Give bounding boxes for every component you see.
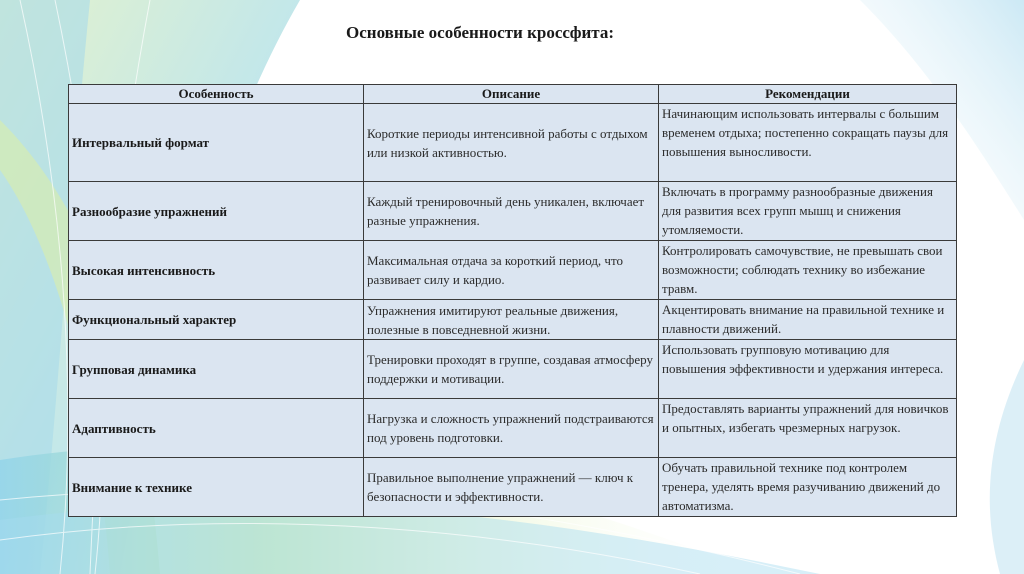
- feature-cell: Адаптивность: [69, 399, 364, 458]
- header-feature: Особенность: [69, 85, 364, 104]
- recommendation-cell: Начинающим использовать интервалы с большим временем отдыха; постепенно сокращать паузы для повышения выносливости.: [659, 104, 957, 182]
- slide-title: Основные особенности кроссфита:: [346, 23, 614, 42]
- recommendation-cell: Акцентировать внимание на правильной технике и плавности движений.: [659, 300, 957, 340]
- table-row: [69, 241, 957, 300]
- table-row: [69, 399, 957, 458]
- table-row: [69, 340, 957, 399]
- table-row: [69, 458, 957, 517]
- recommendation-cell: Контролировать самочувствие, не превышать свои возможности; соблюдать технику во избежание травм.: [659, 241, 957, 300]
- recommendation-cell: Включать в программу разнообразные движения для развития всех групп мышц и снижения утомляемости.: [659, 182, 957, 241]
- table-header-row: [69, 85, 957, 104]
- description-cell: Правильное выполнение упражнений — ключ к безопасности и эффективности.: [364, 458, 659, 517]
- table-row: [69, 104, 957, 182]
- feature-cell: Интервальный формат: [69, 104, 364, 182]
- header-recommendations: Рекомендации: [659, 85, 957, 104]
- description-cell: Короткие периоды интенсивной работы с отдыхом или низкой активностью.: [364, 104, 659, 182]
- description-cell: Упражнения имитируют реальные движения, полезные в повседневной жизни.: [364, 300, 659, 340]
- feature-cell: Высокая интенсивность: [69, 241, 364, 300]
- recommendation-cell: Предоставлять варианты упражнений для новичков и опытных, избегать чрезмерных нагрузок.: [659, 399, 957, 458]
- description-cell: Тренировки проходят в группе, создавая атмосферу поддержки и мотивации.: [364, 340, 659, 399]
- feature-cell: Внимание к технике: [69, 458, 364, 517]
- description-cell: Каждый тренировочный день уникален, включает разные упражнения.: [364, 182, 659, 241]
- table-row: [69, 182, 957, 241]
- crossfit-features-table: [68, 84, 957, 517]
- recommendation-cell: Использовать групповую мотивацию для повышения эффективности и удержания интереса.: [659, 340, 957, 399]
- feature-cell: Функциональный характер: [69, 300, 364, 340]
- header-description: Описание: [364, 85, 659, 104]
- description-cell: Нагрузка и сложность упражнений подстраиваются под уровень подготовки.: [364, 399, 659, 458]
- feature-cell: Разнообразие упражнений: [69, 182, 364, 241]
- description-cell: Максимальная отдача за короткий период, что развивает силу и кардио.: [364, 241, 659, 300]
- table-row: [69, 300, 957, 340]
- feature-cell: Групповая динамика: [69, 340, 364, 399]
- recommendation-cell: Обучать правильной технике под контролем тренера, уделять время разучиванию движений до автоматизма.: [659, 458, 957, 517]
